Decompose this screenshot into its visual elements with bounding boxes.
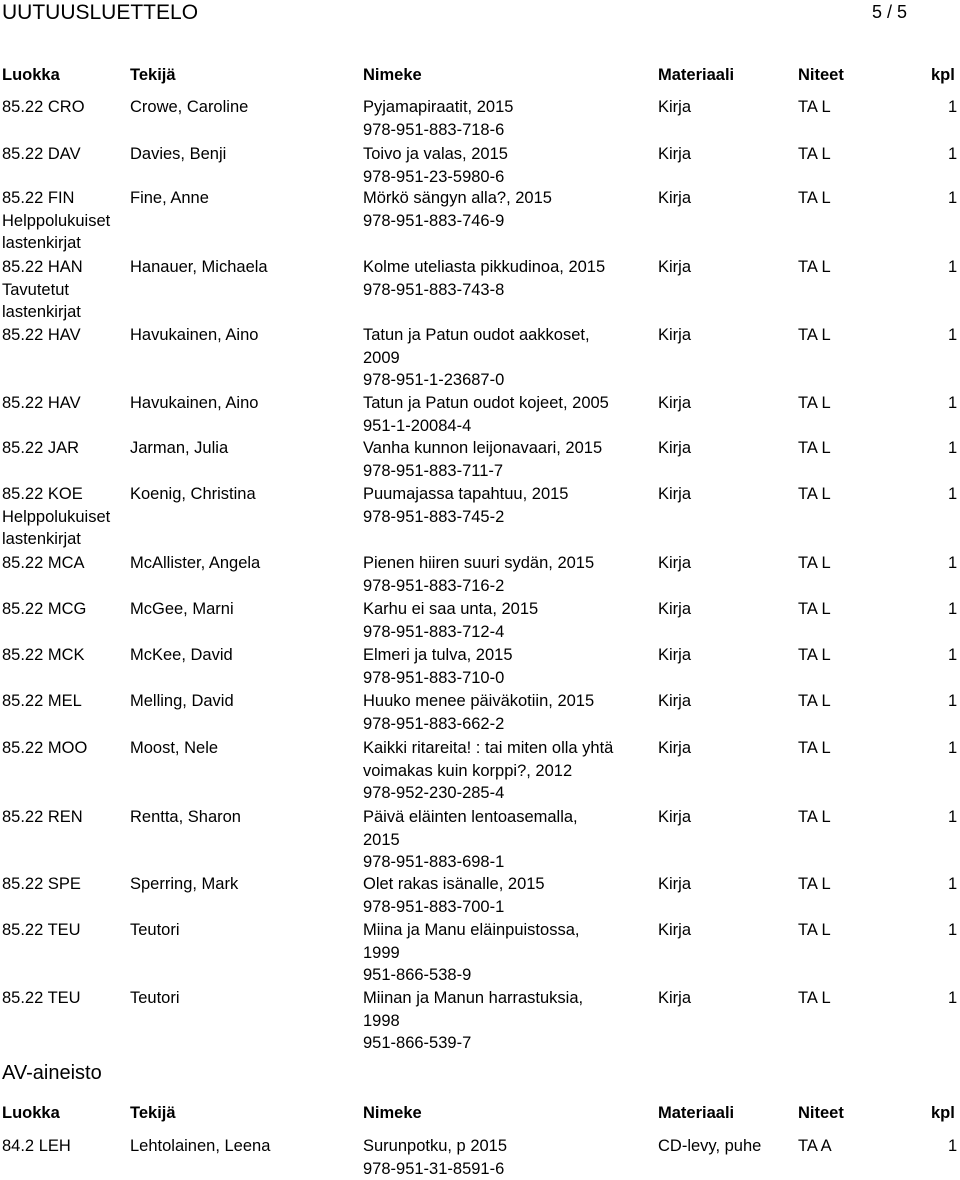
material-cell: Kirja	[658, 483, 691, 506]
title-cell-line: 1998	[363, 1010, 583, 1033]
classification-cell-line: 85.22 TEU	[2, 987, 81, 1010]
material-cell: CD-levy, puhe	[658, 1135, 761, 1158]
author-cell: Teutori	[130, 987, 180, 1010]
title-cell-line: 978-951-883-718-6	[363, 119, 513, 142]
classification-cell	[2, 987, 81, 1010]
quantity-cell: 1	[948, 873, 957, 896]
material-cell: Kirja	[658, 96, 691, 119]
title-cell	[363, 806, 578, 874]
copies-cell: TA L	[798, 919, 831, 942]
title-cell	[363, 598, 538, 643]
author-cell: McAllister, Angela	[130, 552, 260, 575]
title-cell-line: 2009	[363, 347, 590, 370]
classification-cell-line: lastenkirjat	[2, 232, 110, 255]
classification-cell-line: 84.2 LEH	[2, 1135, 71, 1158]
material-cell: Kirja	[658, 644, 691, 667]
copies-cell: TA L	[798, 690, 831, 713]
title-cell	[363, 392, 609, 437]
classification-cell-line: 85.22 SPE	[2, 873, 81, 896]
title-cell-line: 951-866-539-7	[363, 1032, 583, 1055]
title-cell-line: 978-951-883-716-2	[363, 575, 594, 598]
title-cell-line: 978-951-883-745-2	[363, 506, 569, 529]
section-heading-av: AV-aineisto	[2, 1062, 102, 1085]
column-header-kpl: kpl	[931, 66, 955, 85]
column-header-nimeke: Nimeke	[363, 66, 422, 85]
classification-cell-line: lastenkirjat	[2, 528, 110, 551]
classification-cell-line: 85.22 KOE	[2, 483, 110, 506]
title-cell	[363, 873, 545, 918]
copies-cell: TA L	[798, 873, 831, 896]
classification-cell	[2, 919, 81, 942]
author-cell: Moost, Nele	[130, 737, 218, 760]
title-cell-line: 2015	[363, 829, 578, 852]
classification-cell-line: lastenkirjat	[2, 301, 83, 324]
material-cell: Kirja	[658, 324, 691, 347]
title-cell-line: 978-951-883-698-1	[363, 851, 578, 874]
av-column-header-luokka: Luokka	[2, 1104, 60, 1123]
title-cell-line: Kaikki ritareita! : tai miten olla yhtä	[363, 737, 613, 760]
classification-cell	[2, 392, 81, 415]
quantity-cell: 1	[948, 690, 957, 713]
title-cell-line: 978-951-31-8591-6	[363, 1158, 507, 1180]
title-cell	[363, 644, 513, 689]
classification-cell	[2, 1135, 71, 1158]
author-cell: Davies, Benji	[130, 143, 226, 166]
title-cell	[363, 552, 594, 597]
author-cell: Rentta, Sharon	[130, 806, 241, 829]
av-column-header-nimeke: Nimeke	[363, 1104, 422, 1123]
classification-cell-line: Helppolukuiset	[2, 210, 110, 233]
title-cell-line: Pyjamapiraatit, 2015	[363, 96, 513, 119]
av-column-header-materiaali: Materiaali	[658, 1104, 734, 1123]
title-cell-line: 978-951-883-662-2	[363, 713, 594, 736]
copies-cell: TA L	[798, 987, 831, 1010]
material-cell: Kirja	[658, 256, 691, 279]
quantity-cell: 1	[948, 143, 957, 166]
author-cell: Crowe, Caroline	[130, 96, 248, 119]
quantity-cell: 1	[948, 806, 957, 829]
title-cell-line: voimakas kuin korppi?, 2012	[363, 760, 613, 783]
classification-cell	[2, 483, 110, 551]
classification-cell-line: 85.22 REN	[2, 806, 83, 829]
column-header-luokka: Luokka	[2, 66, 60, 85]
quantity-cell: 1	[948, 256, 957, 279]
copies-cell: TA L	[798, 806, 831, 829]
classification-cell	[2, 737, 87, 760]
classification-cell-line: 85.22 TEU	[2, 919, 81, 942]
classification-cell	[2, 324, 81, 347]
author-cell: Fine, Anne	[130, 187, 209, 210]
classification-cell-line: 85.22 JAR	[2, 437, 79, 460]
title-cell-line: Olet rakas isänalle, 2015	[363, 873, 545, 896]
material-cell: Kirja	[658, 437, 691, 460]
copies-cell: TA L	[798, 737, 831, 760]
title-cell	[363, 919, 579, 987]
copies-cell: TA L	[798, 483, 831, 506]
title-cell	[363, 1135, 507, 1180]
copies-cell: TA L	[798, 256, 831, 279]
av-column-header-kpl: kpl	[931, 1104, 955, 1123]
title-cell	[363, 187, 552, 232]
classification-cell	[2, 873, 81, 896]
material-cell: Kirja	[658, 143, 691, 166]
author-cell: McGee, Marni	[130, 598, 234, 621]
title-cell-line: 978-951-883-710-0	[363, 667, 513, 690]
quantity-cell: 1	[948, 187, 957, 210]
classification-cell-line: 85.22 MCG	[2, 598, 86, 621]
title-cell	[363, 690, 594, 735]
title-cell-line: Elmeri ja tulva, 2015	[363, 644, 513, 667]
classification-cell-line: 85.22 HAV	[2, 324, 81, 347]
title-cell-line: 951-1-20084-4	[363, 415, 609, 438]
title-cell	[363, 143, 508, 188]
title-cell	[363, 96, 513, 141]
title-cell-line: 951-866-538-9	[363, 964, 579, 987]
material-cell: Kirja	[658, 187, 691, 210]
title-cell	[363, 483, 569, 528]
copies-cell: TA A	[798, 1135, 832, 1158]
av-column-header-niteet: Niteet	[798, 1104, 844, 1123]
title-cell-line: 978-951-23-5980-6	[363, 166, 508, 189]
classification-cell-line: Tavutetut	[2, 279, 83, 302]
document-title: UUTUUSLUETTELO	[2, 1, 198, 25]
classification-cell-line: 85.22 HAN	[2, 256, 83, 279]
classification-cell-line: 85.22 MEL	[2, 690, 82, 713]
material-cell: Kirja	[658, 737, 691, 760]
classification-cell-line: 85.22 MCK	[2, 644, 85, 667]
quantity-cell: 1	[948, 644, 957, 667]
classification-cell	[2, 187, 110, 255]
title-cell-line: Karhu ei saa unta, 2015	[363, 598, 538, 621]
copies-cell: TA L	[798, 392, 831, 415]
title-cell-line: 978-951-1-23687-0	[363, 369, 590, 392]
material-cell: Kirja	[658, 690, 691, 713]
classification-cell-line: Helppolukuiset	[2, 506, 110, 529]
classification-cell	[2, 598, 86, 621]
material-cell: Kirja	[658, 873, 691, 896]
quantity-cell: 1	[948, 324, 957, 347]
classification-cell	[2, 690, 82, 713]
classification-cell	[2, 552, 85, 575]
classification-cell-line: 85.22 MOO	[2, 737, 87, 760]
av-column-header-tekija: Tekijä	[130, 1104, 176, 1123]
classification-cell	[2, 96, 85, 119]
title-cell-line: Huuko menee päiväkotiin, 2015	[363, 690, 594, 713]
title-cell-line: 978-951-883-746-9	[363, 210, 552, 233]
material-cell: Kirja	[658, 919, 691, 942]
classification-cell	[2, 437, 79, 460]
title-cell-line: Mörkö sängyn alla?, 2015	[363, 187, 552, 210]
material-cell: Kirja	[658, 552, 691, 575]
title-cell-line: Päivä eläinten lentoasemalla,	[363, 806, 578, 829]
title-cell-line: Miinan ja Manun harrastuksia,	[363, 987, 583, 1010]
classification-cell-line: 85.22 MCA	[2, 552, 85, 575]
copies-cell: TA L	[798, 644, 831, 667]
author-cell: Jarman, Julia	[130, 437, 228, 460]
title-cell-line: 978-951-883-700-1	[363, 896, 545, 919]
quantity-cell: 1	[948, 919, 957, 942]
page-number: 5 / 5	[872, 2, 907, 23]
material-cell: Kirja	[658, 392, 691, 415]
classification-cell	[2, 644, 85, 667]
author-cell: Koenig, Christina	[130, 483, 256, 506]
column-header-tekija: Tekijä	[130, 66, 176, 85]
material-cell: Kirja	[658, 987, 691, 1010]
column-header-materiaali: Materiaali	[658, 66, 734, 85]
author-cell: Hanauer, Michaela	[130, 256, 268, 279]
copies-cell: TA L	[798, 552, 831, 575]
classification-cell	[2, 256, 83, 324]
classification-cell-line: 85.22 CRO	[2, 96, 85, 119]
author-cell: Sperring, Mark	[130, 873, 238, 896]
author-cell: Lehtolainen, Leena	[130, 1135, 270, 1158]
title-cell	[363, 324, 590, 392]
quantity-cell: 1	[948, 1135, 957, 1158]
classification-cell	[2, 143, 81, 166]
material-cell: Kirja	[658, 806, 691, 829]
quantity-cell: 1	[948, 437, 957, 460]
title-cell	[363, 437, 602, 482]
quantity-cell: 1	[948, 598, 957, 621]
author-cell: Teutori	[130, 919, 180, 942]
quantity-cell: 1	[948, 987, 957, 1010]
copies-cell: TA L	[798, 187, 831, 210]
author-cell: Havukainen, Aino	[130, 392, 258, 415]
title-cell-line: Tatun ja Patun oudot aakkoset,	[363, 324, 590, 347]
author-cell: Havukainen, Aino	[130, 324, 258, 347]
copies-cell: TA L	[798, 143, 831, 166]
quantity-cell: 1	[948, 483, 957, 506]
classification-cell	[2, 806, 83, 829]
copies-cell: TA L	[798, 598, 831, 621]
classification-cell-line: 85.22 FIN	[2, 187, 110, 210]
title-cell	[363, 987, 583, 1055]
title-cell-line: Puumajassa tapahtuu, 2015	[363, 483, 569, 506]
title-cell-line: 978-951-883-743-8	[363, 279, 605, 302]
title-cell-line: Kolme uteliasta pikkudinoa, 2015	[363, 256, 605, 279]
title-cell-line: Tatun ja Patun oudot kojeet, 2005	[363, 392, 609, 415]
quantity-cell: 1	[948, 96, 957, 119]
author-cell: Melling, David	[130, 690, 234, 713]
column-header-niteet: Niteet	[798, 66, 844, 85]
copies-cell: TA L	[798, 96, 831, 119]
title-cell-line: 978-952-230-285-4	[363, 782, 613, 805]
classification-cell-line: 85.22 HAV	[2, 392, 81, 415]
title-cell-line: 978-951-883-711-7	[363, 460, 602, 483]
title-cell-line: Vanha kunnon leijonavaari, 2015	[363, 437, 602, 460]
author-cell: McKee, David	[130, 644, 233, 667]
title-cell-line: Toivo ja valas, 2015	[363, 143, 508, 166]
quantity-cell: 1	[948, 552, 957, 575]
copies-cell: TA L	[798, 324, 831, 347]
quantity-cell: 1	[948, 737, 957, 760]
title-cell-line: Miina ja Manu eläinpuistossa,	[363, 919, 579, 942]
title-cell-line: 1999	[363, 942, 579, 965]
title-cell	[363, 737, 613, 805]
title-cell-line: Pienen hiiren suuri sydän, 2015	[363, 552, 594, 575]
title-cell	[363, 256, 605, 301]
material-cell: Kirja	[658, 598, 691, 621]
title-cell-line: 978-951-883-712-4	[363, 621, 538, 644]
title-cell-line: Surunpotku, p 2015	[363, 1135, 507, 1158]
classification-cell-line: 85.22 DAV	[2, 143, 81, 166]
quantity-cell: 1	[948, 392, 957, 415]
copies-cell: TA L	[798, 437, 831, 460]
